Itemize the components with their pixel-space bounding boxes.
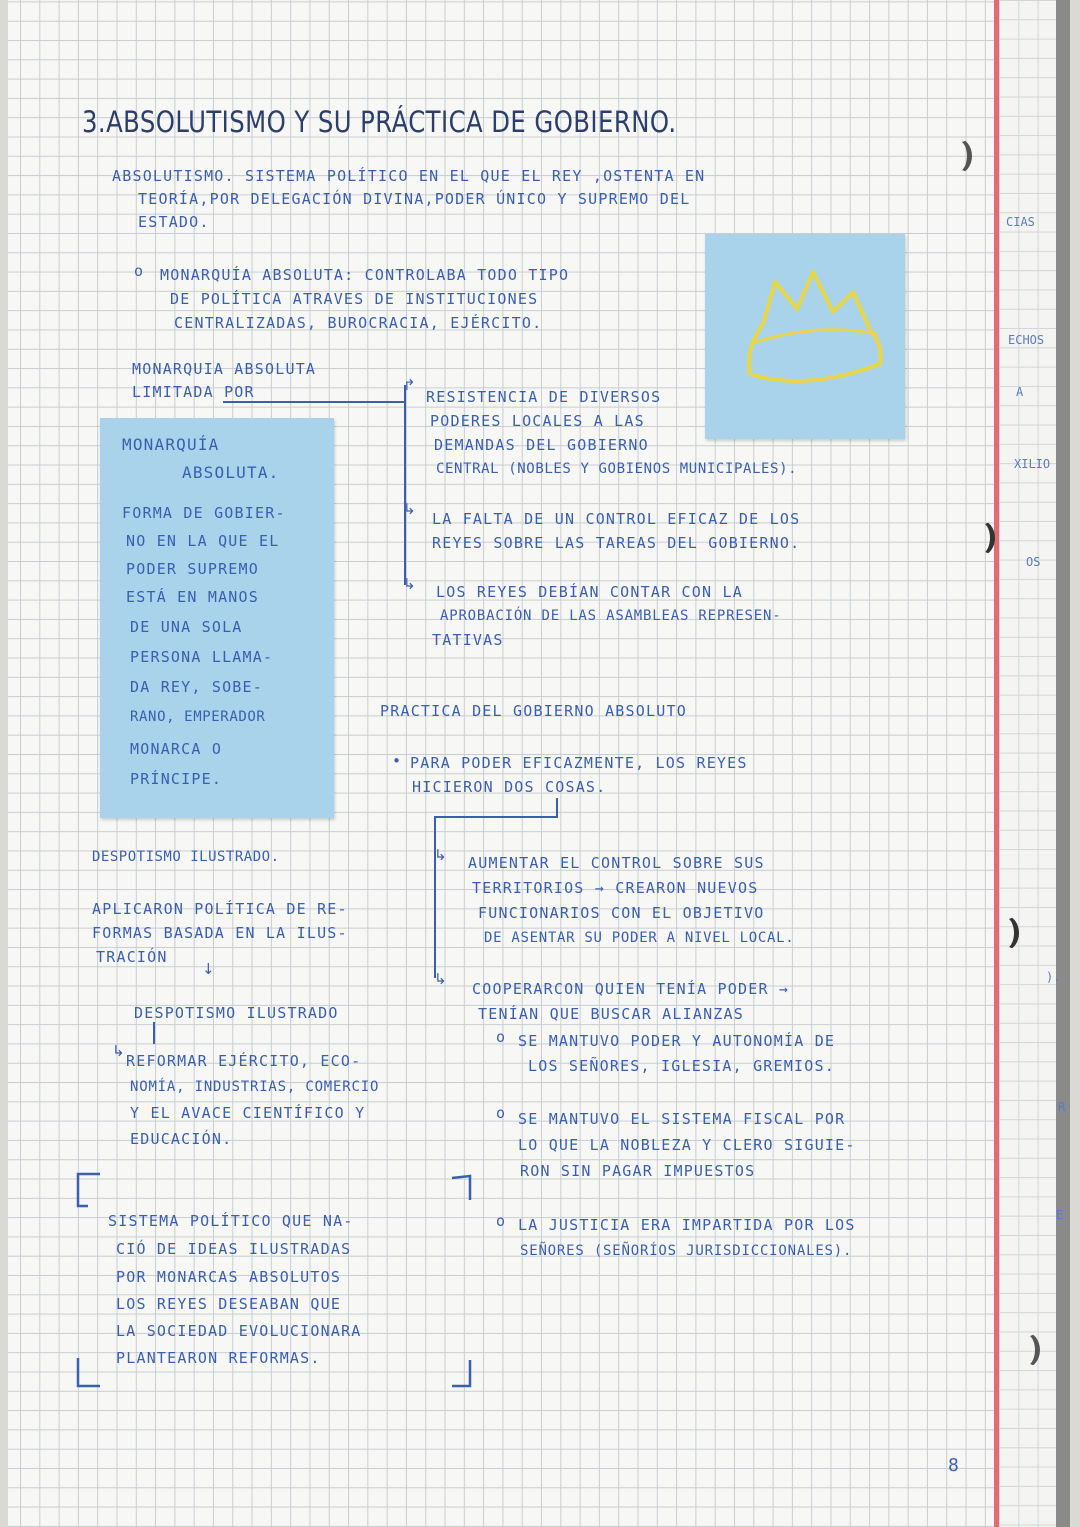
limit-line: REYES SOBRE LAS TAREAS DEL GOBIERNO. — [432, 534, 801, 552]
cosa1-line: DE ASENTAR SU PODER A NIVEL LOCAL. — [484, 930, 795, 946]
page-title: 3.ABSOLUTISMO Y SU PRÁCTICA DE GOBIERNO. — [82, 105, 677, 139]
despotismo-heading: DESPOTISMO ILUSTRADO. — [92, 849, 280, 865]
definition-line: ESTADO. — [138, 213, 210, 231]
despotismo-line: TRACIÓN — [96, 948, 168, 966]
limit-line: CENTRAL (NOBLES Y GOBIENOS MUNICIPALES). — [436, 461, 798, 477]
crown-sticky-note — [705, 234, 905, 439]
bracket-line: PLANTEARON REFORMAS. — [116, 1349, 321, 1367]
bracket-line: LA SOCIEDAD EVOLUCIONARA — [116, 1322, 362, 1340]
sticky-line: MONARCA O — [130, 740, 223, 758]
limited-line: LIMITADA POR — [132, 383, 255, 401]
limit-line: APROBACIÓN DE LAS ASAMBLEAS REPRESEN- — [440, 608, 782, 624]
cosa1-line: AUMENTAR EL CONTROL SOBRE SUS — [468, 854, 765, 872]
sticky-line: DE UNA SOLA — [130, 618, 243, 636]
edge-fragment: ECHOS — [1008, 333, 1045, 347]
connector-line — [404, 385, 406, 585]
sub-bullet-line: LA JUSTICIA ERA IMPARTIDA POR LOS — [518, 1216, 856, 1234]
arrow-icon: ↳ — [112, 1042, 125, 1060]
arrow-icon: ↳ — [434, 970, 447, 988]
sub-bullet-line: SEÑORES (SEÑORÍOS JURISDICCIONALES). — [520, 1243, 853, 1259]
limit-line: DEMANDAS DEL GOBIERNO — [434, 436, 649, 454]
limit-line: LA FALTA DE UN CONTROL EFICAZ DE LOS — [432, 510, 801, 528]
connector-line — [556, 798, 558, 818]
connector-line — [153, 1022, 155, 1044]
connector-line — [434, 816, 558, 818]
binder-hole — [1011, 1332, 1040, 1368]
monarquia-line: DE POLÍTICA ATRAVES DE INSTITUCIONES — [170, 290, 539, 308]
practica-heading: PRACTICA DEL GOBIERNO ABSOLUTO — [380, 702, 687, 720]
sticky-line: ABSOLUTA. — [182, 463, 280, 482]
despotismo-heading-2: DESPOTISMO ILUSTRADO — [134, 1004, 339, 1022]
sub-bullet-line: LO QUE LA NOBLEZA Y CLERO SIGUIE- — [518, 1136, 856, 1154]
edge-fragment: CIAS — [1006, 215, 1035, 229]
arrow-icon: ↱ — [403, 376, 416, 394]
binder-hole — [943, 138, 972, 174]
sticky-line: RANO, EMPERADOR — [130, 709, 266, 725]
edge-fragment: OS — [1026, 555, 1041, 569]
connector-line — [223, 401, 405, 403]
sticky-line: PRÍNCIPE. — [130, 770, 223, 788]
reform-line: Y EL AVACE CIENTÍFICO Y — [130, 1104, 366, 1122]
bullet-dot: o — [134, 262, 145, 280]
cosa1-line: FUNCIONARIOS CON EL OBJETIVO — [478, 904, 765, 922]
practica-line: PARA PODER EFICAZMENTE, LOS REYES — [410, 754, 748, 772]
limit-line: RESISTENCIA DE DIVERSOS — [426, 388, 662, 406]
despotismo-line: FORMAS BASADA EN LA ILUS- — [92, 924, 348, 942]
sticky-line: PODER SUPREMO — [126, 560, 259, 578]
sticky-line: ESTÁ EN MANOS — [126, 588, 259, 606]
sub-bullet-line: SE MANTUVO EL SISTEMA FISCAL POR — [518, 1110, 846, 1128]
bullet-dot: • — [392, 752, 403, 770]
bullet-dot: o — [496, 1104, 507, 1122]
definition-sticky-note — [100, 418, 334, 818]
bullet-dot: o — [496, 1212, 507, 1230]
monarquia-line: CENTRALIZADAS, BUROCRACIA, EJÉRCITO. — [174, 314, 543, 332]
sub-bullet-line: RON SIN PAGAR IMPUESTOS — [520, 1162, 756, 1180]
cosa2-line: TENÍAN QUE BUSCAR ALIANZAS — [478, 1005, 744, 1023]
arrow-icon: ↳ — [403, 500, 416, 518]
practica-line: HICIERON DOS COSAS. — [412, 778, 607, 796]
notebook-page — [8, 0, 1070, 1527]
definition-line: TEORÍA,POR DELEGACIÓN DIVINA,PODER ÚNICO Y SUPREMO DEL — [138, 190, 691, 208]
down-arrow-icon: ↓ — [202, 960, 215, 978]
cosa2-line: COOPERARCON QUIEN TENÍA PODER → — [472, 980, 790, 998]
bracket-line: POR MONARCAS ABSOLUTOS — [116, 1268, 342, 1286]
sticky-line: DA REY, SOBE- — [130, 678, 263, 696]
sticky-line: NO EN LA QUE EL — [126, 532, 280, 550]
crown-drawing-icon — [705, 234, 905, 439]
binder-hole — [966, 520, 995, 556]
reform-line: NOMÍA, INDUSTRIAS, COMERCIO — [130, 1079, 380, 1095]
sticky-line: FORMA DE GOBIER- — [122, 504, 286, 522]
arrow-icon: ↳ — [434, 846, 447, 864]
limited-line: MONARQUIA ABSOLUTA — [132, 360, 317, 378]
edge-fragment: R — [1058, 1100, 1066, 1114]
despotismo-line: APLICARON POLÍTICA DE RE- — [92, 900, 348, 918]
bracket-line: SISTEMA POLÍTICO QUE NA- — [108, 1212, 354, 1230]
page-number: 8 — [948, 1455, 961, 1476]
connector-line — [434, 816, 436, 978]
arrow-icon: ↳ — [403, 575, 416, 593]
sticky-line: PERSONA LLAMA- — [130, 648, 274, 666]
definition-line: ABSOLUTISMO. SISTEMA POLÍTICO EN EL QUE EL REY ,OSTENTA EN — [112, 167, 706, 185]
page-edge — [1056, 0, 1070, 1527]
edge-fragment: A — [1016, 385, 1024, 399]
monarquia-line: MONARQUÍA ABSOLUTA: CONTROLABA TODO TIPO — [160, 266, 570, 284]
sub-bullet-line: LOS SEÑORES, IGLESIA, GREMIOS. — [528, 1057, 835, 1075]
sticky-line: MONARQUÍA — [122, 435, 220, 454]
binder-hole — [990, 915, 1019, 951]
edge-fragment: ). — [1046, 970, 1061, 984]
bracket-line: CIÓ DE IDEAS ILUSTRADAS — [116, 1240, 352, 1258]
reform-line: REFORMAR EJÉRCITO, ECO- — [126, 1052, 362, 1070]
cosa1-line: TERRITORIOS → CREARON NUEVOS — [472, 879, 759, 897]
edge-fragment: XILIO — [1014, 457, 1051, 471]
bracket-line: LOS REYES DESEABAN QUE — [116, 1295, 342, 1313]
edge-fragment: E — [1056, 1208, 1064, 1222]
limit-line: LOS REYES DEBÍAN CONTAR CON LA — [436, 583, 743, 601]
limit-line: TATIVAS — [432, 631, 504, 649]
sub-bullet-line: SE MANTUVO PODER Y AUTONOMÍA DE — [518, 1032, 836, 1050]
limit-line: PODERES LOCALES A LAS — [430, 412, 645, 430]
reform-line: EDUCACIÓN. — [130, 1130, 233, 1148]
bullet-dot: o — [496, 1028, 507, 1046]
